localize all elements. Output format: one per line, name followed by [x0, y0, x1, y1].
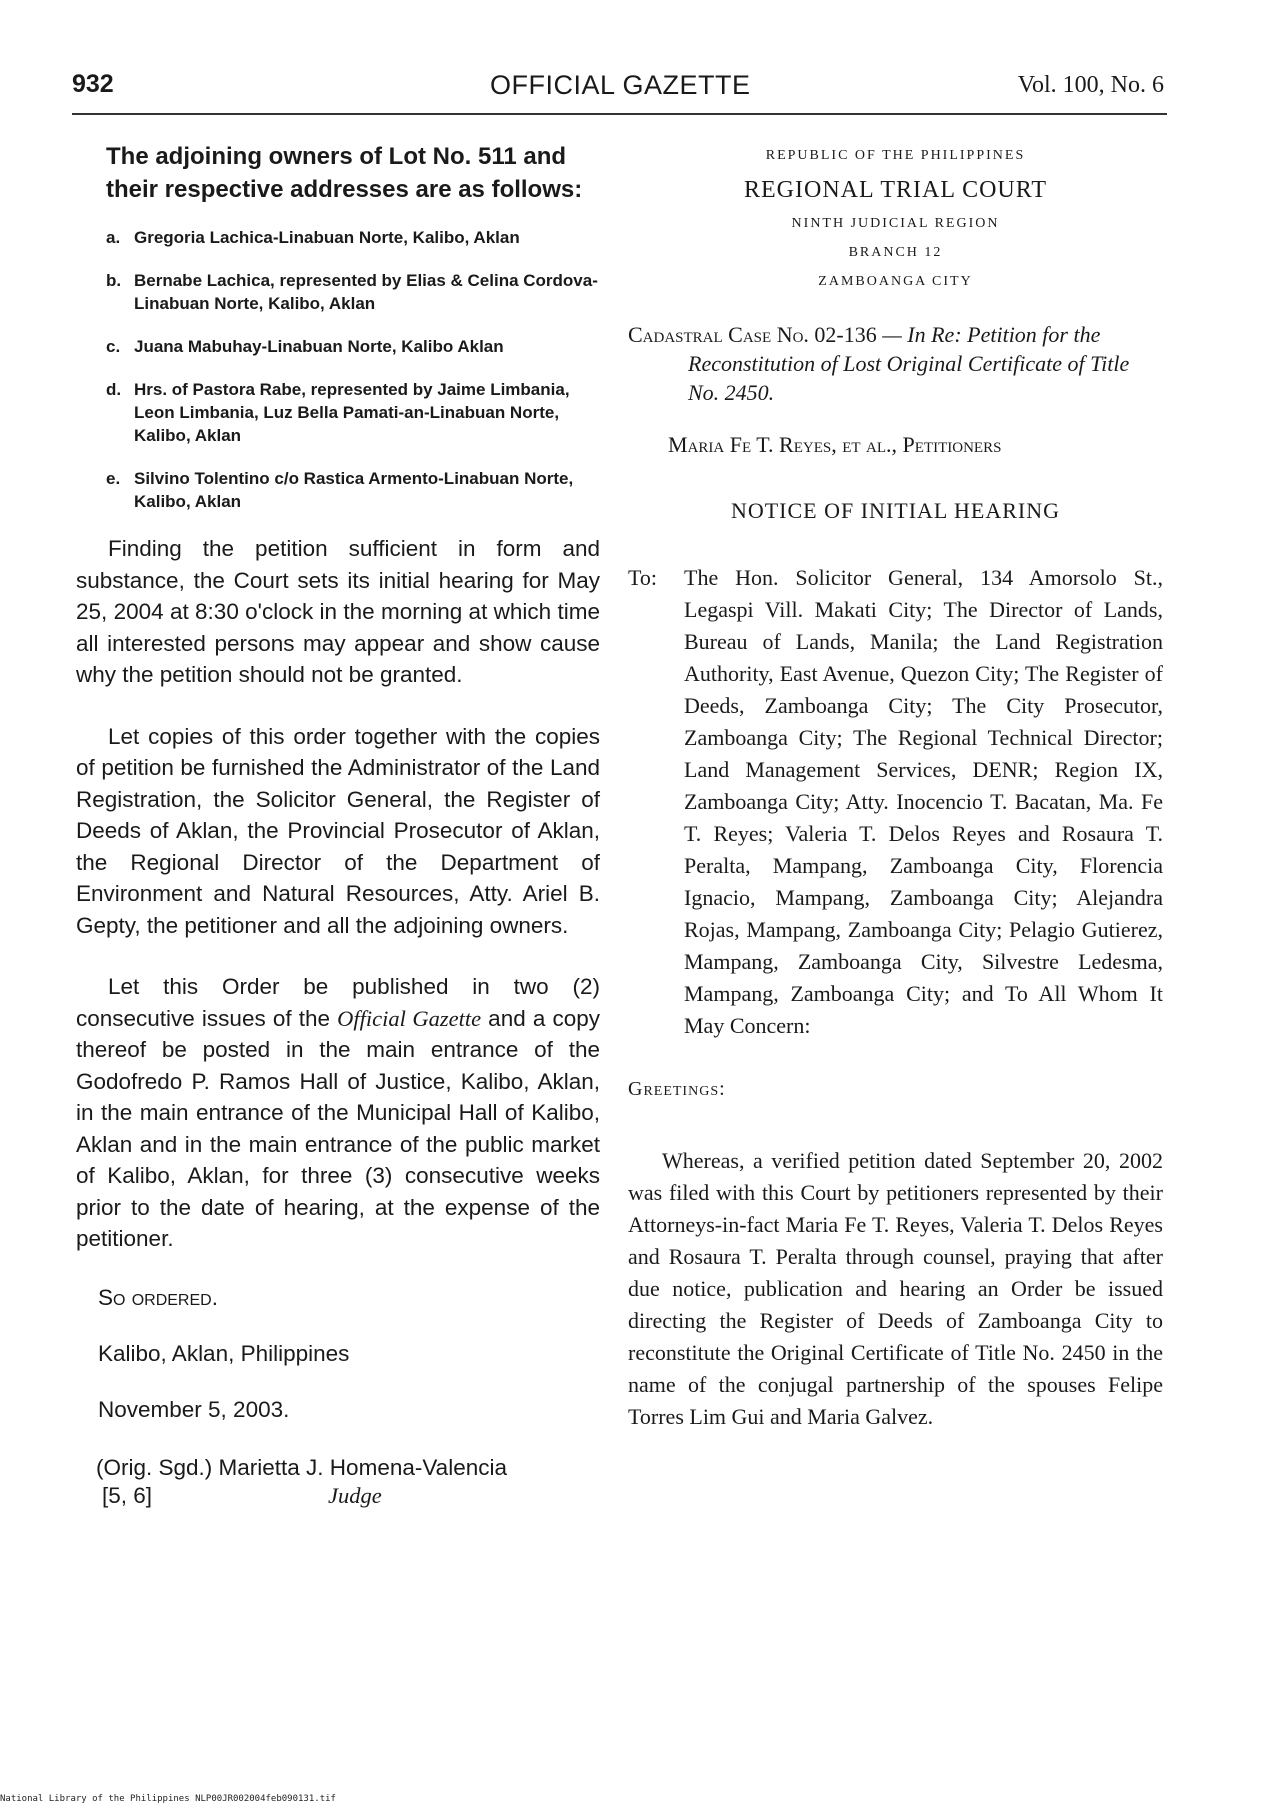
- publication-text: Let this Order be published in two (2) consecutive issues of the: [76, 974, 600, 1031]
- greetings: Greetings:: [628, 1078, 726, 1100]
- list-label: a.: [106, 228, 121, 247]
- list-item: [106, 226, 600, 249]
- signature: (Orig. Sgd.) Marietta J. Homena-Valencia: [96, 1454, 507, 1480]
- list-text: Juana Mabuhay-Linabuan Norte, Kalibo Aklan: [134, 337, 504, 356]
- issue-info: Vol. 100, No. 6: [1017, 72, 1164, 98]
- list-text: Bernabe Lachica, represented by Elias & Celina Cordova-Linabuan Norte, Kalibo, Aklan: [134, 271, 598, 313]
- case-title: — In Re: Petition for the Reconstitution of Lost Original Certificate of Title No. 2450.: [688, 322, 1130, 405]
- list-label: d.: [106, 380, 122, 399]
- gazette-title: OFFICIAL GAZETTE: [490, 70, 751, 100]
- case-number: Cadastral Case No. 02-136: [628, 322, 877, 347]
- court-city: ZAMBOANGA CITY: [818, 274, 973, 289]
- copies-paragraph: Let copies of this order together with the copies of petition be furnished the Administrator of the Land Registration, the Solicitor General, the Register of Deeds of Aklan, the Provincial Prosecutor of Aklan, the Regional Director of the Department of Environment and Natural Resources, Atty. Ariel B. Gepty, the petitioner and all the adjoining owners.: [76, 723, 600, 938]
- page-number: 932: [72, 70, 114, 98]
- owners-list: [76, 226, 600, 513]
- left-column: [76, 140, 600, 1509]
- court-name: REGIONAL TRIAL COURT: [744, 177, 1047, 203]
- so-ordered: So ordered.: [98, 1284, 218, 1310]
- order-date: November 5, 2003.: [98, 1396, 290, 1422]
- whereas-paragraph: Whereas, a verified petition dated September 20, 2002 was filed with this Court by petitioners represented by their Attorneys-in-fact Maria Fe T. Reyes, Valeria T. Delos Reyes and Rosaura T. Peralta through counsel, praying that after due notice, publication and hearing an Order be issued directing the Register of Deeds of Zamboanga City to reconstitute the Original Certificate of Title No. 2450 in the name of the conjugal partnership of the spouses Felipe Torres Lim Gui and Maria Galvez.: [628, 1148, 1163, 1429]
- scan-footer: National Library of the Philippines NLP00JR002004feb090131.tif: [0, 1794, 336, 1804]
- issues: [5, 6]: [102, 1482, 153, 1508]
- petitioners: Maria Fe T. Reyes, et al., Petitioners: [668, 432, 1002, 457]
- court-region: NINTH JUDICIAL REGION: [791, 216, 1000, 231]
- judge-title: Judge: [328, 1482, 382, 1508]
- notice-title: NOTICE OF INITIAL HEARING: [730, 498, 1061, 523]
- list-item: [106, 269, 600, 315]
- list-label: e.: [106, 469, 121, 488]
- list-label: b.: [106, 271, 122, 290]
- to-label: To:: [628, 565, 658, 590]
- issues-judge-line: [102, 1483, 600, 1509]
- hearing-paragraph: Finding the petition sufficient in form and substance, the Court sets its initial hearing for May 25, 2004 at 8:30 o'clock in the morning at which time all interested persons may appear and show cause why the petition should not be granted.: [76, 536, 600, 687]
- to-text: The Hon. Solicitor General, 134 Amorsolo St., Legaspi Vill. Makati City; The Director of Lands, Bureau of Lands, Manila; the Land Registration Authority, East Avenue, Quezon City; The Register of Deeds, Zamboanga City; The City Prosecutor, Zamboanga City; The Regional Technical Director; Land Management Services, DENR; Region IX, Zamboanga City; Atty. Inocencio T. Bacatan, Ma. Fe T. Reyes; Valeria T. Delos Reyes and Rosaura T. Peralta, Mampang, Zamboanga City, Florencia Ignacio, Mampang, Zamboanga City; Alejandra Rojas, Mampang, Zamboanga City; Pelagio Gutierez, Mampang, Zamboanga City, Silvestre Ledesma, Mampang, Zamboanga City; and To All Whom It May Concern:: [684, 565, 1163, 1038]
- place: Kalibo, Aklan, Philippines: [98, 1340, 350, 1366]
- list-text: Silvino Tolentino c/o Rastica Armento-Linabuan Norte, Kalibo, Aklan: [134, 469, 574, 511]
- publication-paragraph: [76, 971, 600, 1255]
- publication-text-rest: and a copy thereof be posted in the main entrance of the Godofredo P. Ramos Hall of Justice, Kalibo, Aklan, in the main entrance of the Municipal Hall of Kalibo, Aklan and in the main entrance of the public market of Kalibo, Aklan, for three (3) consecutive weeks prior to the date of hearing, at the expense of the petitioner.: [76, 1005, 600, 1251]
- court-branch: BRANCH 12: [848, 245, 943, 260]
- right-column: [628, 148, 1163, 1433]
- list-item: [106, 378, 600, 447]
- list-item: [106, 335, 600, 358]
- owners-intro: The adjoining owners of Lot No. 511 and their respective addresses are as follows:: [106, 143, 583, 203]
- list-item: [106, 467, 600, 513]
- gazette-name: Official Gazette: [337, 1005, 482, 1031]
- court-header: [628, 148, 1163, 290]
- case-caption: [628, 320, 1163, 407]
- list-text: Hrs. of Pastora Rabe, represented by Jaime Limbania, Leon Limbania, Luz Bella Pamati-an-Linabuan Norte, Kalibo, Aklan: [134, 380, 570, 445]
- list-label: c.: [106, 337, 121, 356]
- list-text: Gregoria Lachica-Linabuan Norte, Kalibo, Aklan: [134, 228, 520, 247]
- court-republic: REPUBLIC OF THE PHILIPPINES: [765, 148, 1026, 163]
- header-rule: [72, 113, 1167, 115]
- addressees: [628, 562, 1163, 1042]
